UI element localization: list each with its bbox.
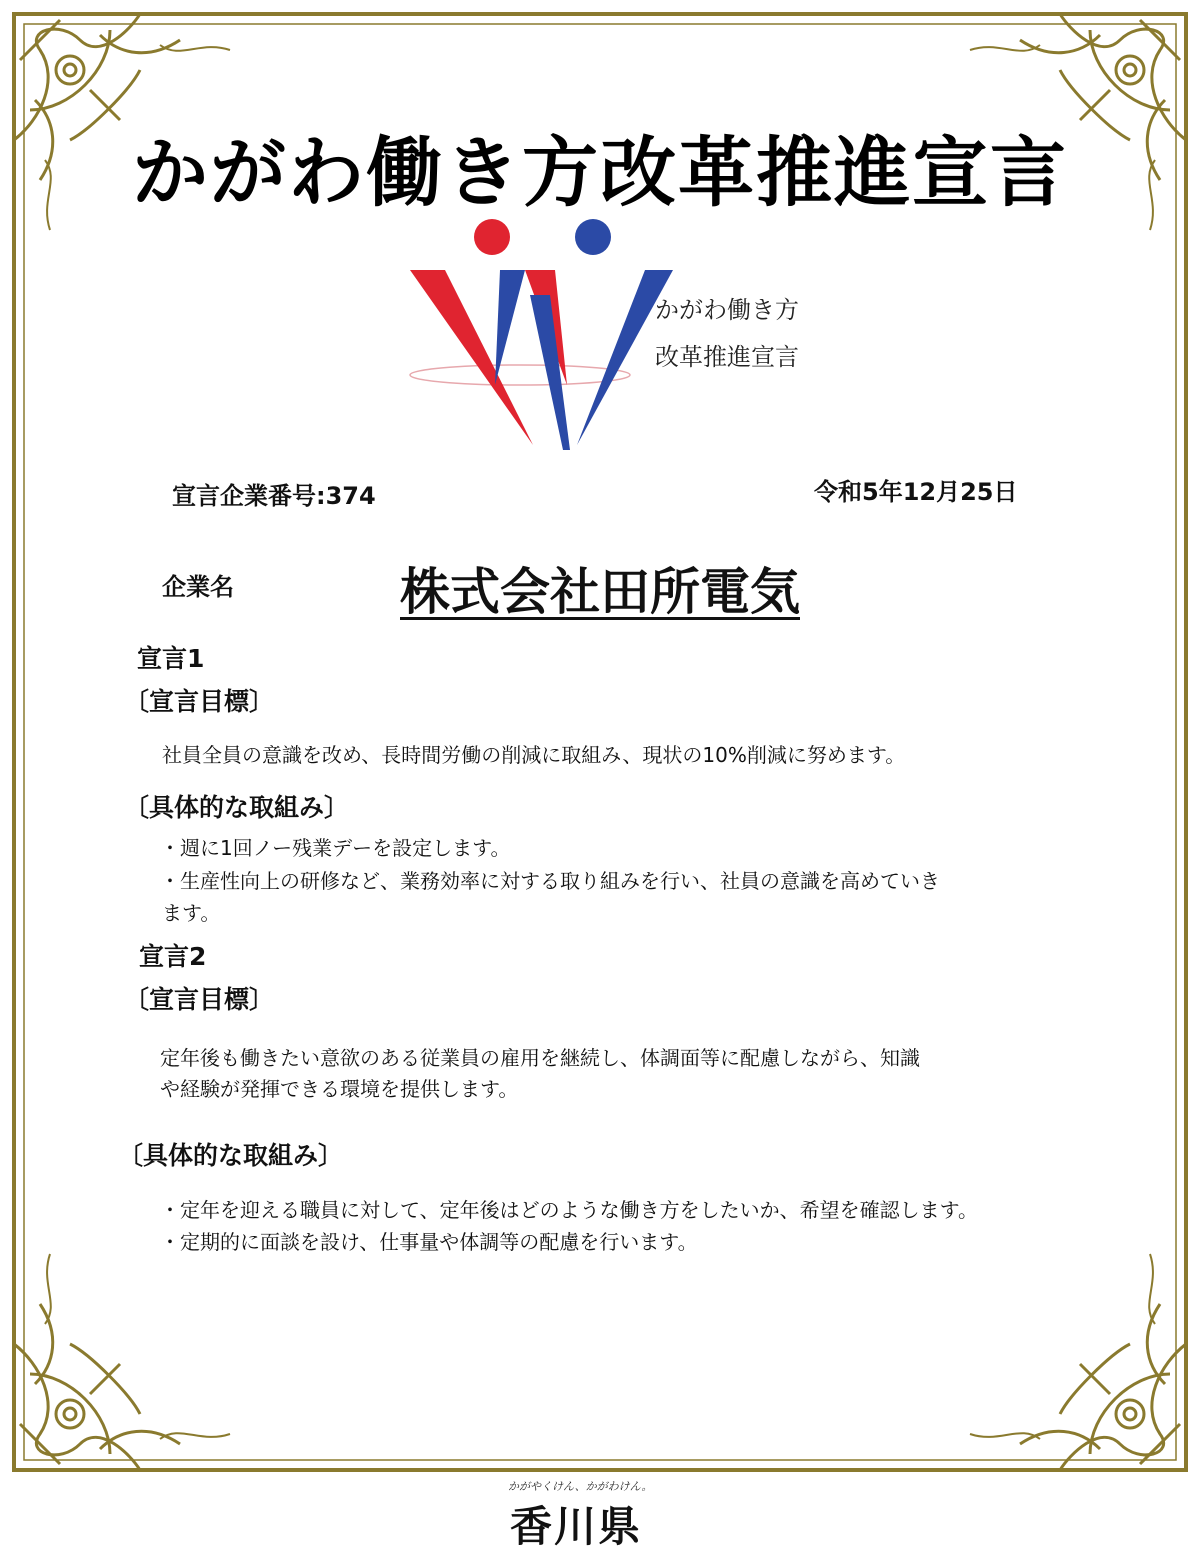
company-label: 企業名 xyxy=(162,573,234,601)
declaration1-actions-label: 〔具体的な取組み〕 xyxy=(124,793,350,822)
declaration1-action-2-line2: ます。 xyxy=(162,901,221,925)
declaration2-actions-label: 〔具体的な取組み〕 xyxy=(118,1141,344,1170)
logo-text-line1: かがわ働き方 xyxy=(655,296,799,324)
footer-tagline: かがやくけん、かがわけん。 xyxy=(508,1480,653,1493)
declaration-date: 令和5年12月25日 xyxy=(814,478,1018,506)
declaration2-goal-line1: 定年後も働きたい意欲のある従業員の雇用を継続し、体調面等に配慮しながら、知識 xyxy=(160,1046,920,1070)
declaration1-goal-text: 社員全員の意識を改め、長時間労働の削減に取組み、現状の10%削減に努めます。 xyxy=(162,743,906,767)
declaration1-action-2-line1: ・生産性向上の研修など、業務効率に対する取り組みを行い、社員の意識を高めていき xyxy=(160,869,940,893)
declaration2-goal-line2: や経験が発揮できる環境を提供します。 xyxy=(160,1077,519,1101)
declaration2-action-1: ・定年を迎える職員に対して、定年後はどのような働き方をしたいか、希望を確認します。 xyxy=(160,1198,978,1222)
certificate-title: かがわ働き方改革推進宣言 xyxy=(132,128,1068,217)
declaration-logo xyxy=(405,215,845,460)
logo-text-line2: 改革推進宣言 xyxy=(655,343,799,371)
declaration1-goal-label: 〔宣言目標〕 xyxy=(124,687,275,716)
declaration2-action-2: ・定期的に面談を設け、仕事量や体調等の配慮を行います。 xyxy=(160,1230,698,1254)
declaration-number: 宣言企業番号:374 xyxy=(172,482,376,510)
declaration1-heading: 宣言1 xyxy=(137,644,205,673)
prefecture-logo: 香川県 xyxy=(510,1502,643,1551)
declaration2-goal-label: 〔宣言目標〕 xyxy=(124,985,275,1014)
declaration1-action-1: ・週に1回ノー残業デーを設定します。 xyxy=(160,836,511,860)
company-name: 株式会社田所電気 xyxy=(400,563,800,621)
declaration2-heading: 宣言2 xyxy=(139,942,207,971)
